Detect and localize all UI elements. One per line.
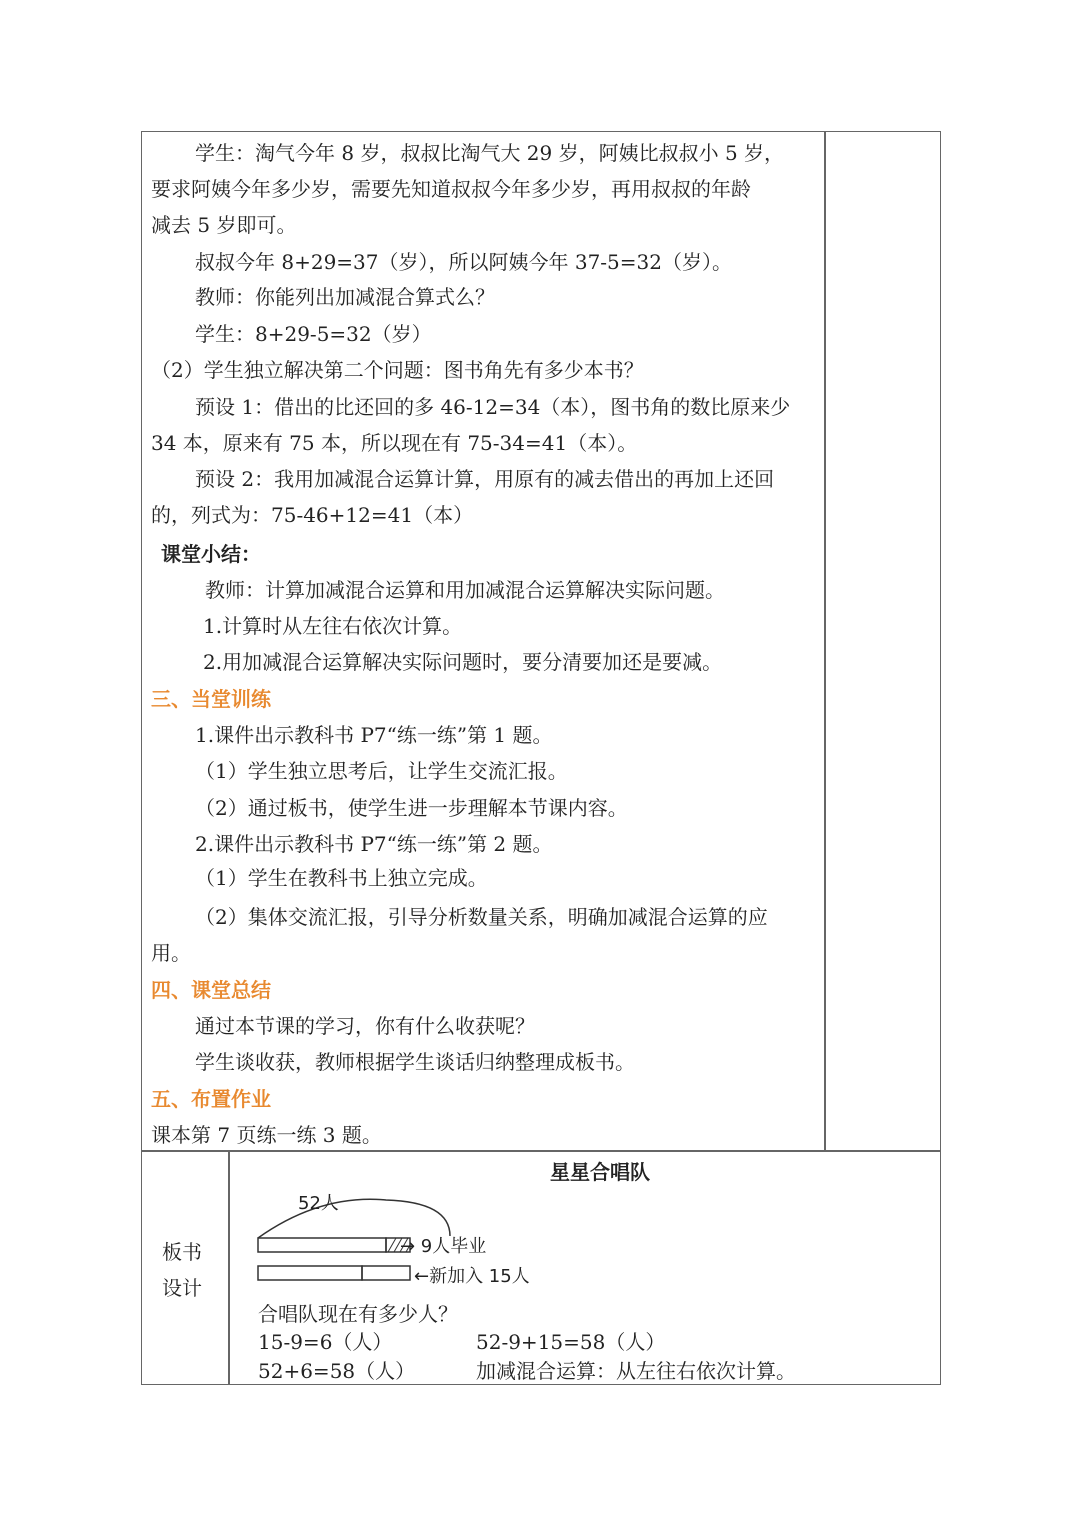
diagram-total-label: 52人 bbox=[298, 1193, 339, 1214]
board-equation-2: 52-9+15=58（人） bbox=[476, 1330, 666, 1354]
board-question: 合唱队现在有多少人？ bbox=[258, 1302, 458, 1326]
practice-item-2-2-line-2: 用。 bbox=[151, 941, 191, 965]
summary-point-2: 2.用加减混合运算解决实际问题时，要分清要加还是要减。 bbox=[203, 650, 723, 674]
preset-two-line-1: 预设 2：我用加减混合运算计算，用原有的减去借出的再加上还回 bbox=[195, 467, 775, 491]
board-rule-note: 加减混合运算：从左往右依次计算。 bbox=[476, 1359, 796, 1383]
board-equation-3: 52+6=58（人） bbox=[258, 1359, 416, 1383]
practice-item-2-2-line-1: （2）集体交流汇报，引导分析数量关系，明确加减混合运算的应 bbox=[195, 905, 768, 929]
board-label-line-2: 设计 bbox=[162, 1276, 202, 1300]
student-answer-line-2: 要求阿姨今年多少岁，需要先知道叔叔今年多少岁，再用叔叔的年龄 bbox=[151, 177, 751, 201]
practice-item-1-1: （1）学生独立思考后，让学生交流汇报。 bbox=[195, 759, 568, 783]
section-three-heading: 三、当堂训练 bbox=[151, 687, 271, 711]
right-column-divider bbox=[824, 131, 826, 1151]
preset-one-line-1: 预设 1：借出的比还回的多 46-12=34（本），图书角的数比原来少 bbox=[195, 395, 791, 419]
summary-teacher: 教师：计算加减混合运算和用加减混合运算解决实际问题。 bbox=[205, 578, 725, 602]
conclusion-question: 通过本节课的学习，你有什么收获呢？ bbox=[195, 1014, 535, 1038]
preset-one-line-2: 34 本，原来有 75 本，所以现在有 75-34=41（本）。 bbox=[151, 431, 638, 455]
summary-point-1: 1.计算时从左往右依次计算。 bbox=[203, 614, 463, 638]
board-title: 星星合唱队 bbox=[550, 1160, 650, 1184]
original-bar bbox=[258, 1238, 386, 1252]
total-brace-arc bbox=[258, 1199, 450, 1238]
teacher-question: 教师：你能列出加减混合算式么？ bbox=[195, 285, 495, 309]
practice-item-2-1: （1）学生在教科书上独立完成。 bbox=[195, 866, 488, 890]
practice-item-1-2: （2）通过板书，使学生进一步理解本节课内容。 bbox=[195, 796, 628, 820]
current-bar bbox=[258, 1266, 362, 1280]
conclusion-note: 学生谈收获，教师根据学生谈话归纳整理成板书。 bbox=[195, 1050, 635, 1074]
row-divider bbox=[141, 1150, 941, 1152]
section-four-heading: 四、课堂总结 bbox=[151, 978, 271, 1002]
board-equation-1: 15-9=6（人） bbox=[258, 1330, 393, 1354]
student-answer-line-1: 学生：淘气今年 8 岁，叔叔比淘气大 29 岁，阿姨比叔叔小 5 岁， bbox=[195, 141, 785, 165]
problem-two: （2）学生独立解决第二个问题：图书角先有多少本书？ bbox=[151, 358, 644, 382]
practice-item-2: 2.课件出示教科书 P7“练一练”第 2 题。 bbox=[195, 832, 553, 856]
diagram-graduate-label: → 9人毕业 bbox=[400, 1236, 487, 1257]
homework-line: 课本第 7 页练一练 3 题。 bbox=[151, 1123, 382, 1147]
board-label-divider bbox=[228, 1150, 230, 1385]
section-five-heading: 五、布置作业 bbox=[151, 1087, 271, 1111]
preset-two-line-2: 的，列式为：75-46+12=41（本） bbox=[151, 503, 474, 527]
uncle-age-line: 叔叔今年 8+29=37（岁），所以阿姨今年 37-5=32（岁）。 bbox=[195, 250, 732, 274]
practice-item-1: 1.课件出示教科书 P7“练一练”第 1 题。 bbox=[195, 723, 553, 747]
diagram-new-label: ←新加入 15人 bbox=[414, 1266, 530, 1287]
new-members-segment bbox=[362, 1266, 410, 1280]
board-label-line-1: 板书 bbox=[162, 1240, 202, 1264]
class-summary-heading: 课堂小结： bbox=[161, 542, 261, 566]
student-equation: 学生：8+29-5=32（岁） bbox=[195, 322, 432, 346]
student-answer-line-3: 减去 5 岁即可。 bbox=[151, 213, 297, 237]
